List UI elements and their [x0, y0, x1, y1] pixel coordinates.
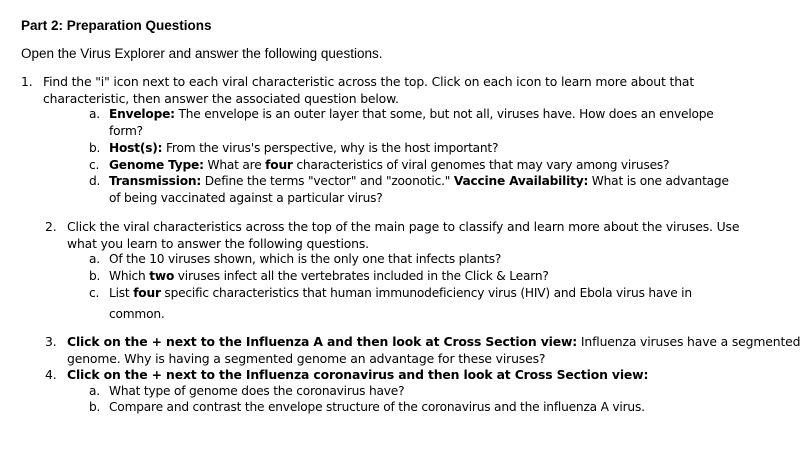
sub-text-line-2: common.: [109, 307, 165, 321]
question-3: [45, 333, 800, 369]
sub-letter: c.: [89, 158, 100, 172]
emphasis-four: four: [133, 286, 161, 300]
question-text: [67, 366, 648, 383]
sub-text-line-2: form?: [109, 124, 143, 138]
sub-text: The envelope is an outer layer that some, but not all, viruses have. How does an envelope: [174, 107, 714, 121]
sub-text: [109, 157, 669, 174]
term-vaccine-availability: Vaccine Availability:: [453, 174, 589, 188]
question-1a: [89, 106, 714, 140]
question-1c: [89, 157, 689, 174]
sub-letter: b.: [89, 269, 101, 283]
question-2c: [89, 285, 692, 325]
question-text-line-1: [67, 333, 800, 350]
question-text-line-2: what you learn to answer the following questions.: [67, 236, 369, 251]
sub-text-post: viruses infect all the vertebrates included in the Click & Learn?: [174, 269, 549, 283]
sub-text-line-1: [109, 106, 714, 123]
intro-text: Open the Virus Explorer and answer the following questions.: [21, 46, 383, 61]
sub-letter: d.: [89, 174, 101, 188]
emphasis-two: two: [149, 269, 175, 283]
sub-text-line-2: of being vaccinated against a particular virus?: [109, 191, 383, 205]
question-number: 3.: [45, 334, 57, 349]
sub-letter: a.: [89, 252, 100, 266]
sub-text: Of the 10 viruses shown, which is the only one that infects plants?: [109, 252, 502, 266]
sub-text-end: What is one advantage: [588, 174, 729, 188]
sub-letter: c.: [89, 286, 100, 300]
question-text-line-1: Click the viral characteristics across the top of the main page to classify and learn more about the viruses. Use: [67, 219, 740, 234]
question-text-line-2: characteristic, then answer the associated question below.: [43, 91, 399, 106]
sub-letter: b.: [89, 400, 101, 414]
question-number: 2.: [45, 219, 57, 234]
sub-letter: b.: [89, 141, 101, 155]
instruction-influenza-a: Click on the + next to the Influenza A and then look at Cross Section view:: [67, 334, 578, 349]
term-hosts: Host(s):: [109, 141, 163, 155]
question-4: [45, 366, 695, 383]
sub-text: [109, 140, 498, 157]
sub-letter: a.: [89, 107, 100, 121]
question-text-line-1: Find the "i" icon next to each viral characteristic across the top. Click on each icon to learn more about that: [43, 74, 695, 89]
sub-text-pre: Which: [109, 269, 150, 283]
question-4a: [89, 383, 689, 400]
sub-text: [109, 268, 549, 285]
sub-text-pre: What are: [203, 158, 266, 172]
instruction-coronavirus: Click on the + next to the Influenza coronavirus and then look at Cross Section view:: [67, 367, 649, 382]
question-1d: [89, 173, 729, 207]
sub-text-body: From the virus's perspective, why is the host important?: [162, 141, 499, 155]
question-4b: [89, 399, 689, 416]
sub-text-line-1: [109, 173, 729, 190]
question-2b: [89, 268, 689, 285]
question-number: 1.: [21, 74, 33, 89]
sub-text-post: characteristics of viral genomes that may vary among viruses?: [292, 158, 670, 172]
term-envelope: Envelope:: [109, 107, 175, 121]
sub-text-line-1: [109, 285, 692, 302]
question-text: Influenza viruses have a segmented: [577, 334, 800, 349]
term-transmission: Transmission:: [109, 174, 202, 188]
sub-text: What type of genome does the coronavirus have?: [109, 384, 405, 398]
question-1: [21, 73, 695, 109]
term-genome-type: Genome Type:: [109, 158, 204, 172]
question-2: [45, 218, 740, 254]
sub-letter: a.: [89, 384, 100, 398]
sub-text-pre: List: [109, 286, 134, 300]
question-1b: [89, 140, 689, 157]
question-2a: [89, 251, 689, 268]
sub-text: Compare and contrast the envelope structure of the coronavirus and the influenza A virus.: [109, 400, 645, 414]
question-text-line-2: genome. Why is having a segmented genome an advantage for these viruses?: [67, 351, 546, 366]
sub-text-mid: Define the terms "vector" and "zoonotic.": [201, 174, 454, 188]
sub-text-post: specific characteristics that human immunodeficiency virus (HIV) and Ebola virus have in: [160, 286, 692, 300]
part-heading: Part 2: Preparation Questions: [21, 18, 212, 33]
emphasis-four: four: [265, 158, 293, 172]
question-number: 4.: [45, 367, 57, 382]
